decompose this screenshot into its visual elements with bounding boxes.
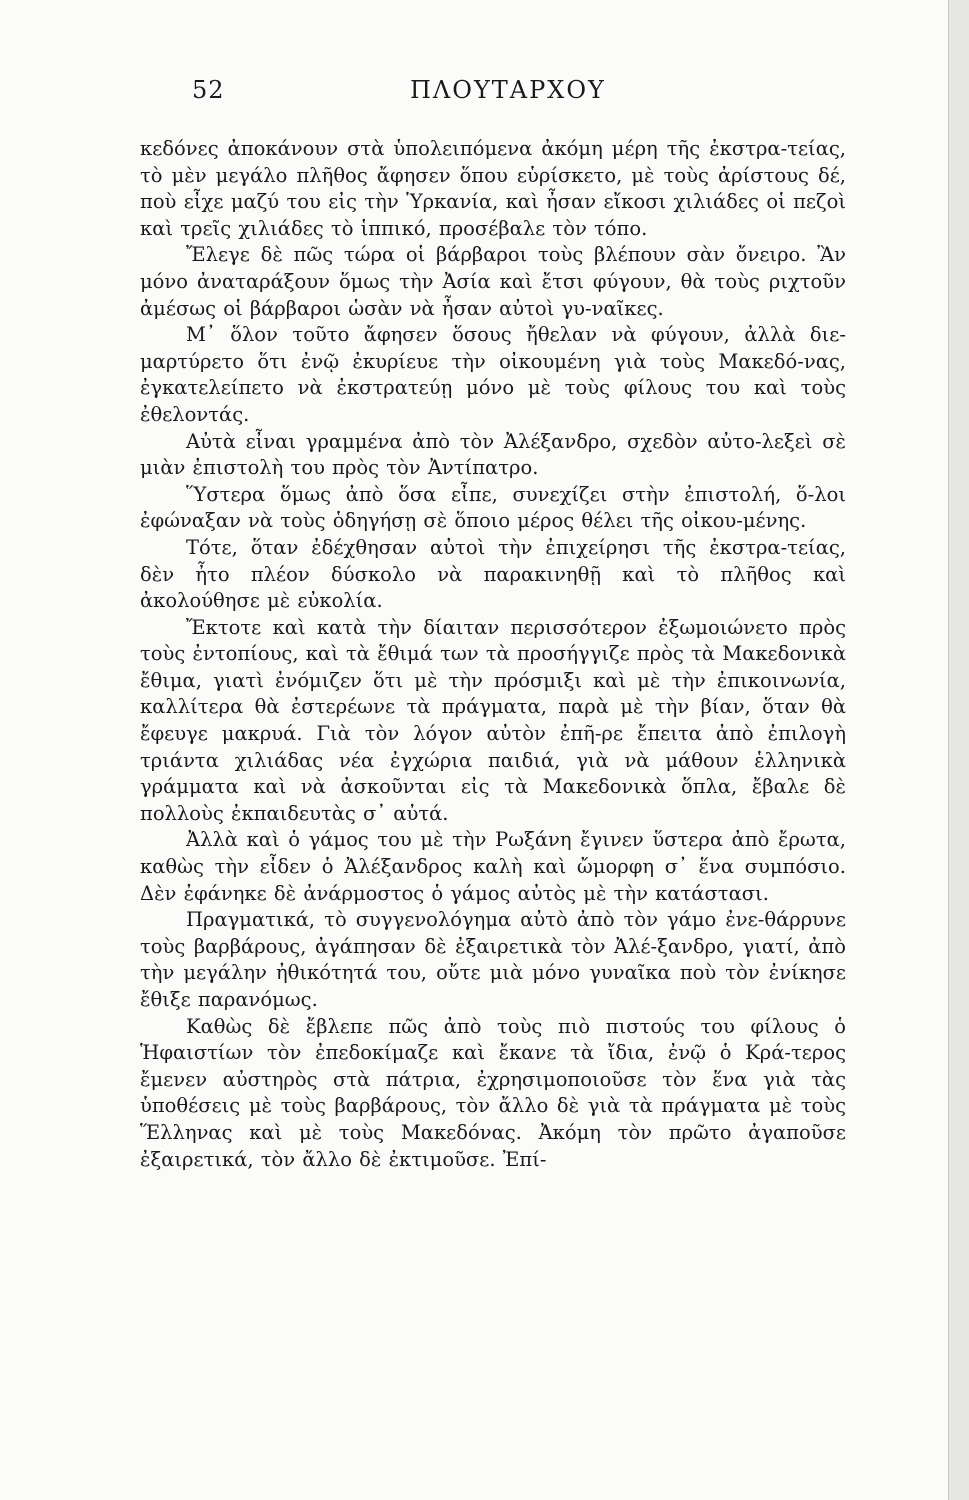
paragraph: Ὕστερα ὅμως ἀπὸ ὅσα εἶπε, συνεχίζει στὴν ἐπιστολή, ὅ-λοι ἐφώναξαν νὰ τοὺς ὁδηγήσῃ σὲ ὅποιο μέρος θέλει τῆς οἰκου-μένης.: [140, 482, 846, 533]
page-number: 52: [192, 76, 225, 104]
paragraph: Πραγματικά, τὸ συγγενολόγημα αὐτὸ ἀπὸ τὸν γάμο ἐνε-θάρρυνε τοὺς βαρβάρους, ἀγάπησαν δὲ ἐξαιρετικὰ τὸν Ἀλέ-ξανδρο, γιατί, ἀπὸ τὴν μεγάλην ἠθικότητά του, οὔτε μιὰ μόνο γυναῖκα ποὺ τὸν ἐνίκησε ἔθιξε παρανόμως.: [140, 908, 846, 1011]
page-gutter: [948, 0, 969, 1500]
paragraph: Ἔκτοτε καὶ κατὰ τὴν δίαιταν περισσότερον ἐξωμοιώνετο πρὸς τοὺς ἐντοπίους, καὶ τὰ ἔθιμά των τὰ προσήγγιζε πρὸς τὰ Μακεδονικὰ ἔθιμα, γιατὶ ἐνόμιζεν ὅτι μὲ τὴν πρόσμιξι καὶ μὲ τὴν ἐπικοινωνία, καλλίτερα θὰ ἐστερέωνε τὰ πράγματα, παρὰ μὲ τὴν βίαν, ὅταν θὰ ἔφευγε μακρυά. Γιὰ τὸν λόγον αὐτὸν ἐπῆ-ρε ἔπειτα ἀπὸ ἐπιλογὴ τριάντα χιλιάδας νέα ἐγχώρια παιδιά, γιὰ νὰ μάθουν ἑλληνικὰ γράμματα καὶ νὰ ἀσκοῦνται εἰς τὰ Μακεδονικὰ ὅπλα, ἔβαλε δὲ πολλοὺς ἐκπαιδευτὰς σ᾽ αὐτά.: [140, 615, 846, 825]
body-text: [140, 136, 846, 1173]
running-title: ΠΛΟΥΤΑΡΧΟΥ: [410, 76, 606, 104]
page-header: [140, 76, 846, 110]
paragraph: κεδόνες ἀποκάνουν στὰ ὑπολειπόμενα ἀκόμη μέρη τῆς ἐκστρα-τείας, τὸ μὲν μεγάλο πλῆθος ἄφησεν ὅπου εὑρίσκετο, μὲ τοὺς ἀρίστους δέ, ποὺ εἶχε μαζύ του εἰς τὴν Ὑρκανία, καὶ ἦσαν εἴκοσι χιλιάδες οἱ πεζοὶ καὶ τρεῖς χιλιάδες τὸ ἱππικό, προσέβαλε τὸν τόπο.: [140, 137, 846, 240]
paragraph: Ἀλλὰ καὶ ὁ γάμος του μὲ τὴν Ρωξάνη ἔγινεν ὕστερα ἀπὸ ἔρωτα, καθὼς τὴν εἶδεν ὁ Ἀλέξανδρος καλὴ καὶ ὤμορφη σ᾽ ἕνα συμπόσιο. Δὲν ἐφάνηκε δὲ ἀνάρμοστος ὁ γάμος αὐτὸς μὲ τὴν κατάστασι.: [140, 828, 846, 905]
paragraph: Καθὼς δὲ ἔβλεπε πῶς ἀπὸ τοὺς πιὸ πιστούς του φίλους ὁ Ἡφαιστίων τὸν ἐπεδοκίμαζε καὶ ἔκανε τὰ ἴδια, ἐνῷ ὁ Κρά-τερος ἔμενεν αὐστηρὸς στὰ πάτρια, ἐχρησιμοποιοῦσε τὸν ἕνα γιὰ τὰς ὑποθέσεις μὲ τοὺς βαρβάρους, τὸν ἄλλο δὲ γιὰ τὰ πράγματα μὲ τοὺς Ἕλληνας καὶ μὲ τοὺς Μακεδόνας. Ἀκόμη τὸν πρῶτο ἀγαποῦσε ἐξαιρετικά, τὸν ἄλλο δὲ ἐκτιμοῦσε. Ἐπί-: [140, 1014, 846, 1171]
paragraph: Ἔλεγε δὲ πῶς τώρα οἱ βάρβαροι τοὺς βλέπουν σὰν ὄνειρο. Ἂν μόνο ἀναταράξουν ὅμως τὴν Ἀσία καὶ ἔτσι φύγουν, θὰ τοὺς ριχτοῦν ἀμέσως οἱ βάρβαροι ὡσὰν νὰ ἦσαν αὐτοὶ γυ-ναῖκες.: [140, 243, 846, 320]
paragraph: Τότε, ὅταν ἐδέχθησαν αὐτοὶ τὴν ἐπιχείρησι τῆς ἐκστρα-τείας, δὲν ἦτο πλέον δύσκολο νὰ παρακινηθῇ καὶ τὸ πλῆθος καὶ ἀκολούθησε μὲ εὐκολία.: [140, 535, 846, 613]
paragraph: Αὐτὰ εἶναι γραμμένα ἀπὸ τὸν Ἀλέξανδρο, σχεδὸν αὐτο-λεξεὶ σὲ μιὰν ἐπιστολὴ του πρὸς τὸν Ἀντίπατρο.: [140, 429, 846, 480]
paragraph: Μ᾽ ὅλον τοῦτο ἄφησεν ὅσους ἤθελαν νὰ φύγουν, ἀλλὰ διε-μαρτύρετο ὅτι ἐνῷ ἐκυρίευε τὴν οἰκουμένη γιὰ τοὺς Μακεδό-νας, ἐγκατελείπετο νὰ ἐκστρατεύῃ μόνο μὲ τοὺς φίλους του καὶ τοὺς ἐθελοντάς.: [140, 323, 846, 426]
